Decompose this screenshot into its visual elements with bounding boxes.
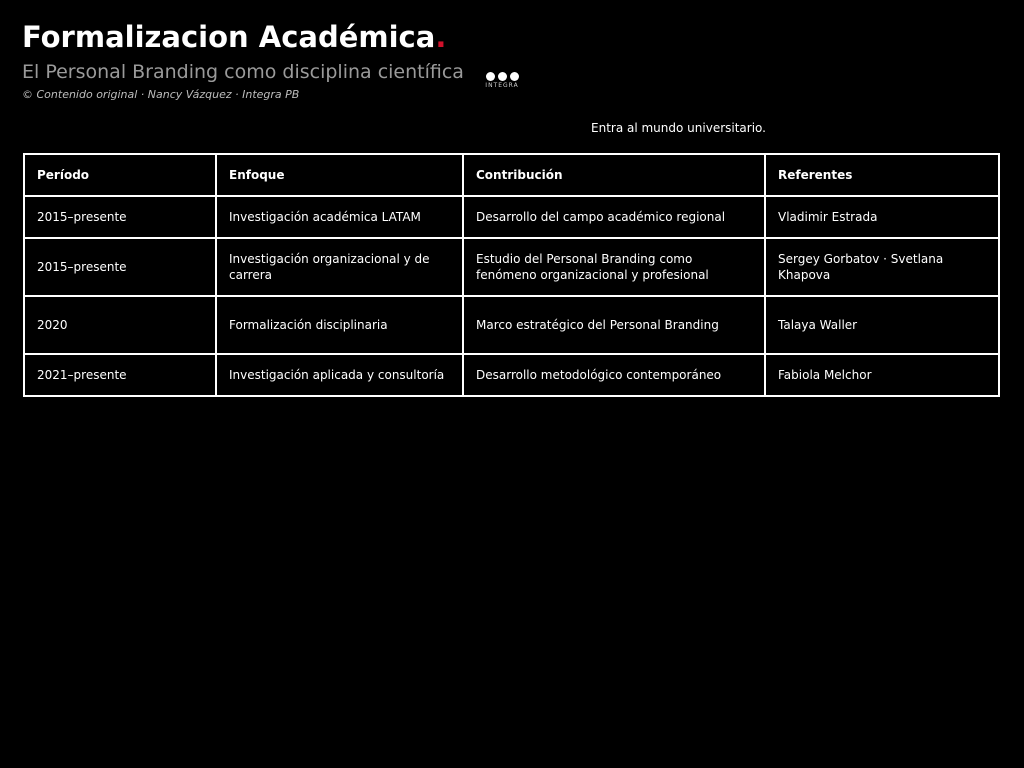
cell-contribucion: Desarrollo del campo académico regional — [463, 196, 765, 238]
cell-referentes: Fabiola Melchor — [765, 354, 999, 396]
cell-contribucion: Desarrollo metodológico contemporáneo — [463, 354, 765, 396]
title-accent-dot: . — [435, 20, 447, 54]
tagline: Entra al mundo universitario. — [591, 121, 766, 135]
cell-enfoque: Investigación académica LATAM — [216, 196, 463, 238]
header-contribucion: Contribución — [463, 154, 765, 196]
header — [22, 18, 464, 101]
cell-periodo: 2021–presente — [24, 354, 216, 396]
cell-contribucion: Marco estratégico del Personal Branding — [463, 296, 765, 354]
table-row — [24, 196, 999, 238]
integra-logo — [479, 72, 525, 89]
cell-enfoque: Formalización disciplinaria — [216, 296, 463, 354]
page-title — [22, 18, 464, 56]
cell-referentes: Talaya Waller — [765, 296, 999, 354]
cell-referentes: Sergey Gorbatov · Svetlana Khapova — [765, 238, 999, 296]
credit-line: © Contenido original · Nancy Vázquez · Integra PB — [22, 88, 300, 101]
logo-dots-icon — [479, 72, 525, 81]
header-referentes: Referentes — [765, 154, 999, 196]
cell-enfoque: Investigación organizacional y de carrera — [216, 238, 463, 296]
cell-enfoque: Investigación aplicada y consultoría — [216, 354, 463, 396]
table-row — [24, 354, 999, 396]
page-subtitle: El Personal Branding como disciplina científica — [22, 61, 464, 83]
cell-periodo: 2015–presente — [24, 196, 216, 238]
header-enfoque: Enfoque — [216, 154, 463, 196]
logo-text: INTEGRA — [485, 82, 519, 89]
header-periodo: Período — [24, 154, 216, 196]
academic-table — [23, 153, 1000, 397]
cell-contribucion: Estudio del Personal Branding como fenómeno organizacional y profesional — [463, 238, 765, 296]
cell-referentes: Vladimir Estrada — [765, 196, 999, 238]
table-header-row — [24, 154, 999, 196]
table-row — [24, 238, 999, 296]
cell-periodo: 2015–presente — [24, 238, 216, 296]
table-row — [24, 296, 999, 354]
page-title-text: Formalizacion Académica — [22, 20, 436, 54]
cell-periodo: 2020 — [24, 296, 216, 354]
